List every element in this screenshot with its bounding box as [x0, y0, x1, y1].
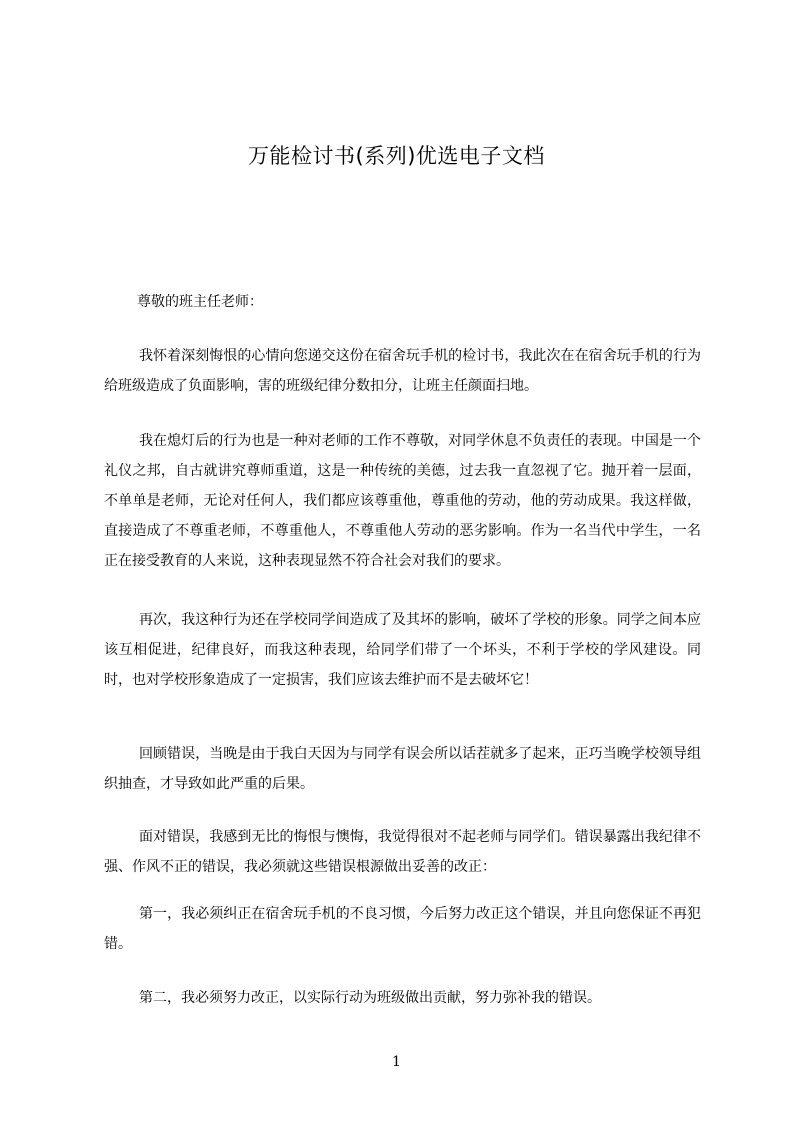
- paragraph-6: 第一，我必须纠正在宿舍玩手机的不良习惯，今后努力改正这个错误，并且向您保证不再犯错。: [104, 906, 701, 952]
- paragraph-3: 再次，我这种行为还在学校同学间造成了及其坏的影响，破坏了学校的形象。同学之间本应该互相促进，纪律良好，而我这种表现，给同学们带了一个坏头，不利于学校的学风建设。同时，也对学校形象造成了一定损害，我们应该去维护而不是去破坏它！: [104, 612, 701, 688]
- paragraph-7: 第二，我必须努力改正，以实际行动为班级做出贡献，努力弥补我的错误。: [139, 990, 601, 1006]
- paragraph-4: 回顾错误，当晚是由于我白天因为与同学有误会所以话茬就多了起来，正巧当晚学校领导组织抽查，才导致如此严重的后果。: [104, 746, 701, 792]
- page-number: 1: [392, 1054, 401, 1070]
- salutation: 尊敬的班主任老师：: [137, 294, 263, 310]
- document-title: 万能检讨书(系列)优选电子文档: [248, 144, 545, 168]
- paragraph-2: 我在熄灯后的行为也是一种对老师的工作不尊敬，对同学休息不负责任的表现。中国是一个礼仪之邦，自古就讲究尊师重道，这是一种传统的美德，过去我一直忽视了它。抛开着一层面，不单单是老师，无论对任何人，我们都应该尊重他，尊重他的劳动，他的劳动成果。我这样做，直接造成了不尊重老师，不尊重他人，不尊重他人劳动的恶劣影响。作为一名当代中学生，一名正在接受教育的人来说，这种表现显然不符合社会对我们的要求。: [104, 433, 701, 569]
- paragraph-5: 面对错误，我感到无比的悔恨与懊悔，我觉得很对不起老师与同学们。错误暴露出我纪律不强、作风不正的错误，我必须就这些错误根源做出妥善的改正：: [104, 829, 701, 875]
- paragraph-1: 我怀着深刻悔恨的心情向您递交这份在宿舍玩手机的检讨书，我此次在在宿舍玩手机的行为给班级造成了负面影响，害的班级纪律分数扣分，让班主任颜面扫地。: [104, 348, 701, 394]
